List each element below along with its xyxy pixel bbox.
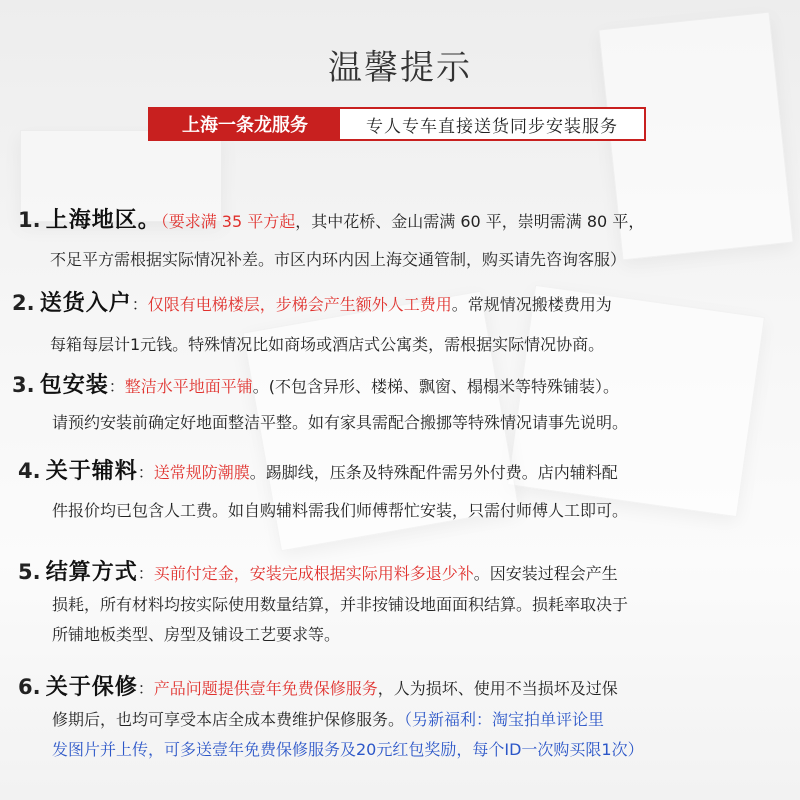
- item-line-1: [18, 562, 618, 584]
- item-number: 2.: [12, 291, 35, 315]
- item-line-1: [18, 461, 618, 483]
- item-colon: ：: [108, 377, 125, 396]
- item-line-2: [52, 710, 604, 730]
- item-line-2: 不足平方需根据实际情况补差。市区内环内因上海交通管制，购买请先咨询客服）: [50, 250, 627, 269]
- item-heading: 关于保修: [45, 675, 138, 700]
- service-banner: [148, 107, 646, 141]
- item-highlight: 送常规防潮膜: [153, 463, 250, 482]
- item-highlight: 买前付定金，安装完成根据实际用料多退少补: [153, 564, 474, 583]
- item-highlight: 整洁水平地面平铺: [124, 377, 253, 396]
- item-highlight: 仅限有电梯楼层，步梯会产生额外人工费用: [147, 295, 452, 314]
- item-text: 。因安装过程会产生: [473, 564, 618, 583]
- item-heading: 包安装: [39, 373, 109, 398]
- item-number: 3.: [12, 373, 35, 397]
- item-text: ，人为损坏、使用不当损坏及过保: [377, 679, 618, 698]
- item-number: 1.: [18, 208, 41, 232]
- item-number: 6.: [18, 675, 41, 699]
- item-colon: ：: [137, 679, 154, 698]
- item-text: 。踢脚线，压条及特殊配件需另外付费。店内辅料配: [249, 463, 618, 482]
- item-number: 4.: [18, 459, 41, 483]
- banner-description: 专人专车直接送货同步安装服务: [366, 116, 618, 137]
- item-line-1: [18, 210, 644, 232]
- item-line-3: 所铺地板类型、房型及铺设工艺要求等。: [52, 625, 341, 644]
- item-line-3: 发图片并上传，可多送壹年免费保修服务及20元红包奖励，每个ID一次购买限1次）: [52, 740, 644, 759]
- item-number: 5.: [18, 560, 41, 584]
- item-heading: 送货入户: [39, 291, 132, 316]
- item-heading: 上海地区。: [45, 208, 161, 233]
- item-line-2: 件报价均已包含人工费。如自购辅料需我们师傅帮忙安装，只需付师傅人工即可。: [52, 501, 629, 520]
- item-highlight: 产品问题提供壹年免费保修服务: [153, 679, 378, 698]
- item-line-1: [18, 677, 618, 699]
- item-text: 修期后，也均可享受本店全成本费维护保修服务。: [52, 710, 405, 729]
- item-colon: ：: [137, 463, 154, 482]
- item-heading: 关于辅料: [45, 459, 138, 484]
- page-title: 温馨提示: [328, 48, 472, 88]
- item-line-2: 损耗，所有材料均按实际使用数量结算，并非按铺设地面面积结算。损耗率取决于: [52, 595, 629, 614]
- item-line-1: [12, 293, 612, 315]
- item-highlight: （要求满 35 平方起: [160, 212, 296, 231]
- item-bonus-note: （另新福利：淘宝拍单评论里: [404, 710, 605, 729]
- item-line-2: 每箱每层计1元钱。特殊情况比如商场或酒店式公寓类，需根据实际情况协商。: [50, 335, 605, 354]
- item-line-1: [12, 375, 619, 397]
- item-text: 。常规情况搬楼费用为: [451, 295, 612, 314]
- item-text: 。(不包含异形、楼梯、飘窗、榻榻米等特殊铺装）。: [252, 377, 619, 396]
- item-colon: ：: [131, 295, 148, 314]
- banner-label: 上海一条龙服务: [150, 109, 340, 139]
- item-colon: ：: [137, 564, 154, 583]
- item-text: ，其中花桥、金山需满 60 平，崇明需满 80 平，: [295, 212, 645, 231]
- item-line-2: 请预约安装前确定好地面整洁平整。如有家具需配合搬挪等特殊情况请事先说明。: [52, 413, 629, 432]
- item-heading: 结算方式: [45, 560, 138, 585]
